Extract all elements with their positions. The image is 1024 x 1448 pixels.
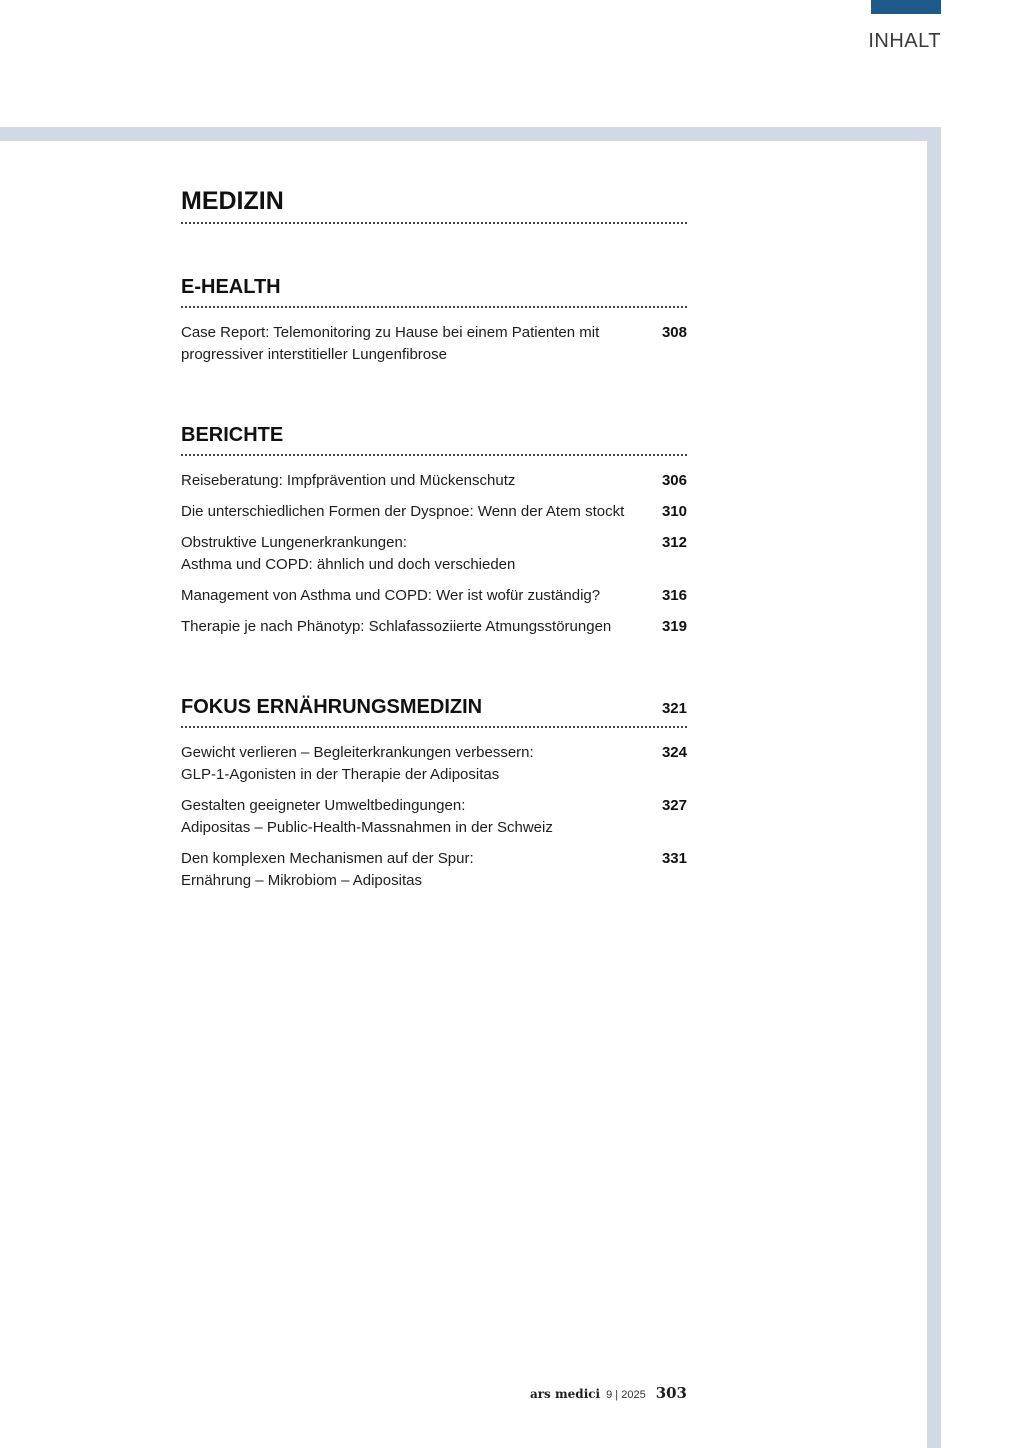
section-title: E-HEALTH [181,276,281,298]
toc-entry[interactable] [181,322,687,366]
entry-line: Den komplexen Mechanismen auf der Spur: [181,850,474,867]
frame-top-border [0,127,941,141]
main-title: MEDIZIN [181,187,284,215]
dotted-divider [181,726,687,728]
section-title: BERICHTE [181,424,284,446]
entry-title [181,501,624,523]
toc-entry[interactable] [181,795,687,839]
entry-line: progressiver interstitieller Lungenfibrose [181,346,447,363]
table-of-contents [181,184,687,901]
entry-page-number: 316 [661,587,687,604]
entry-title [181,795,553,839]
toc-entry[interactable] [181,470,687,492]
entry-line: Gestalten geeigneter Umweltbedingungen: [181,797,466,814]
entry-line: Gewicht verlieren – Begleiterkrankungen verbessern: [181,744,534,761]
header-accent-tab [871,0,941,14]
entry-title [181,532,515,576]
entry-page-number: 312 [661,534,687,551]
entry-page-number: 306 [661,472,687,489]
entry-line: Obstruktive Lungenerkrankungen: [181,534,407,551]
entry-title [181,322,599,366]
entry-line: Asthma und COPD: ähnlich und doch verschieden [181,556,516,573]
entry-line: GLP-1-Agonisten in der Therapie der Adipositas [181,766,500,783]
entry-page-number: 308 [661,324,687,341]
toc-entry[interactable] [181,501,687,523]
entry-page-number: 324 [661,744,687,761]
dotted-divider [181,454,687,456]
entry-title [181,742,534,786]
section-fokus-ernaehrungsmedizin [181,692,687,892]
header-label: INHALT [868,30,941,52]
toc-entry[interactable] [181,585,687,607]
footer-issue: 9 | 2025 [606,1389,646,1401]
entry-line: Adipositas – Public-Health-Massnahmen in der Schweiz [181,819,553,836]
toc-entry[interactable] [181,742,687,786]
toc-entry[interactable] [181,532,687,576]
entry-line: Therapie je nach Phänotyp: Schlafassoziierte Atmungsstörungen [181,618,612,635]
entry-page-number: 310 [661,503,687,520]
entry-title [181,848,474,892]
frame-right-border [927,127,941,1448]
entry-line: Ernährung – Mikrobiom – Adipositas [181,872,422,889]
entry-line: Reiseberatung: Impfprävention und Mückenschutz [181,472,516,489]
section-page: 321 [661,700,687,717]
entry-line: Case Report: Telemonitoring zu Hause bei einem Patienten mit [181,324,600,341]
page-footer [530,1384,687,1402]
section-e-health [181,272,687,366]
entry-page-number: 331 [661,850,687,867]
entry-page-number: 327 [661,797,687,814]
dotted-divider [181,222,687,224]
entry-line: Management von Asthma und COPD: Wer ist wofür zuständig? [181,587,601,604]
section-title: FOKUS ERNÄHRUNGSMEDIZIN [181,696,483,718]
footer-page-number: 303 [655,1384,687,1402]
entry-title [181,616,611,638]
toc-entry[interactable] [181,616,687,638]
footer-brand: ars medici [529,1387,601,1401]
section-berichte [181,420,687,638]
entry-line: Die unterschiedlichen Formen der Dyspnoe: Wenn der Atem stockt [181,503,625,520]
entry-page-number: 319 [661,618,687,635]
entry-title [181,470,515,492]
toc-entry[interactable] [181,848,687,892]
dotted-divider [181,306,687,308]
entry-title [181,585,600,607]
